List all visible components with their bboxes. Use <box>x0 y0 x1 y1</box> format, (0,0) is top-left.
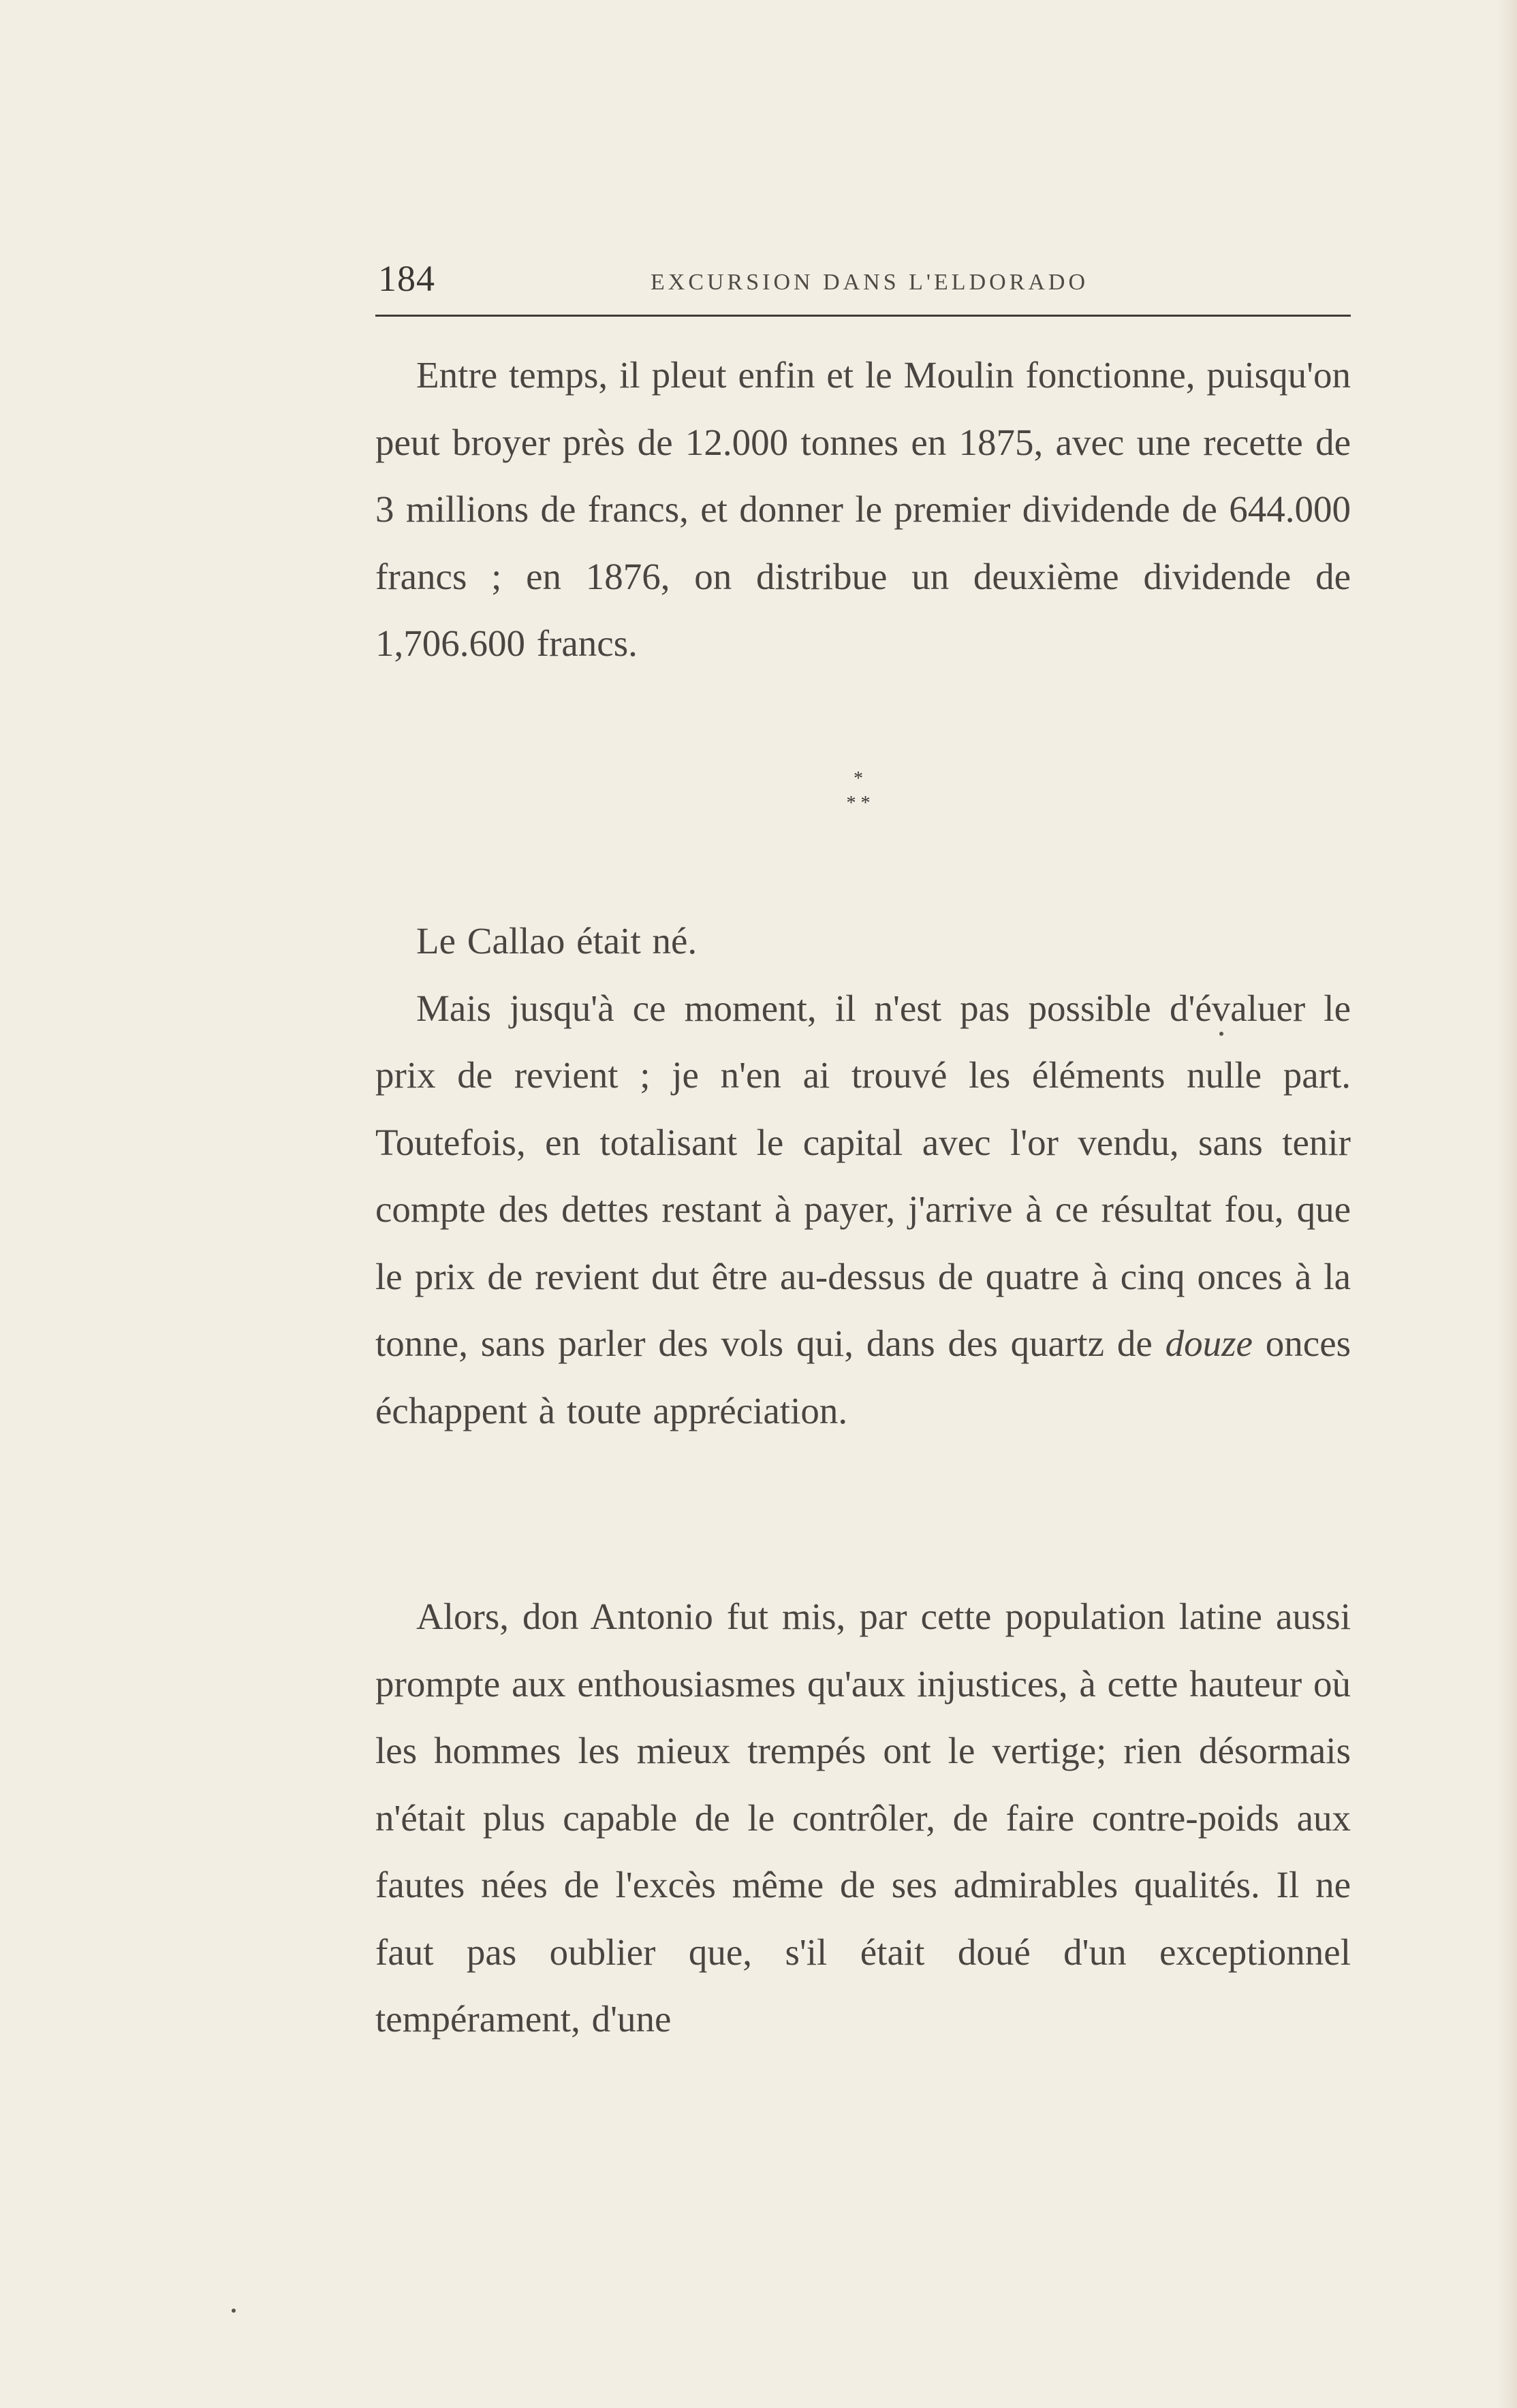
section-separator <box>824 767 892 828</box>
page-header <box>378 257 1349 312</box>
separator-stars-bottom: * * <box>846 793 871 814</box>
page-number: 184 <box>378 258 435 299</box>
paragraph-3 <box>375 975 1351 1445</box>
text-block-1 <box>375 342 1351 678</box>
text-block-2 <box>375 908 1351 1444</box>
running-title: EXCURSION DANS L'ELDORADO <box>651 270 1089 295</box>
paper-fleck <box>1219 1032 1223 1036</box>
paragraph-2: Le Callao était né. <box>416 920 698 962</box>
paragraph-4: Alors, don Antonio fut mis, par cette population latine aussi prompte aux enthousiasmes qu'aux injustices, à cette hauteur où les hommes les mieux trempés ont le vertige; rien désormais n'était plus capable de le contrôler, de faire contre-poids aux fautes nées de l'excès même de ses admirables qualités. Il ne faut pas oublier que, s'il était doué d'un exceptionnel tempérament, d'une <box>375 1596 1351 2040</box>
paragraph-1: Entre temps, il pleut enfin et le Moulin fonctionne, puisqu'on peut broyer près de 12.000 tonnes en 1875, avec une recette de 3 millions de francs, et donner le premier dividende de 644.000 francs ; en 1876, on distribue un deuxième dividende de 1,706.600 francs. <box>375 354 1351 664</box>
paragraph-3-text: Mais jusqu'à ce moment, il n'est pas possible d'évaluer le prix de revient ; je n'en ai trouvé les éléments nulle part. Toutefois, en totalisant le capital avec l'or vendu, sans tenir compte des dettes restant à payer, j'arrive à ce résultat fou, que le prix de revient dut être au-dessus de quatre à cinq onces à la tonne, sans parler des vols qui, dans des quartz de <box>375 987 1351 1364</box>
header-rule <box>375 315 1351 317</box>
paper-fleck <box>232 2309 236 2313</box>
paragraph-3-italic: douze <box>1165 1322 1253 1364</box>
separator-star-top: * <box>854 768 863 789</box>
text-block-3 <box>375 1583 1351 2053</box>
page-edge-shadow <box>1497 0 1517 2408</box>
paragraph-3-end: onces échappent à toute appréciation. <box>375 1322 1351 1431</box>
